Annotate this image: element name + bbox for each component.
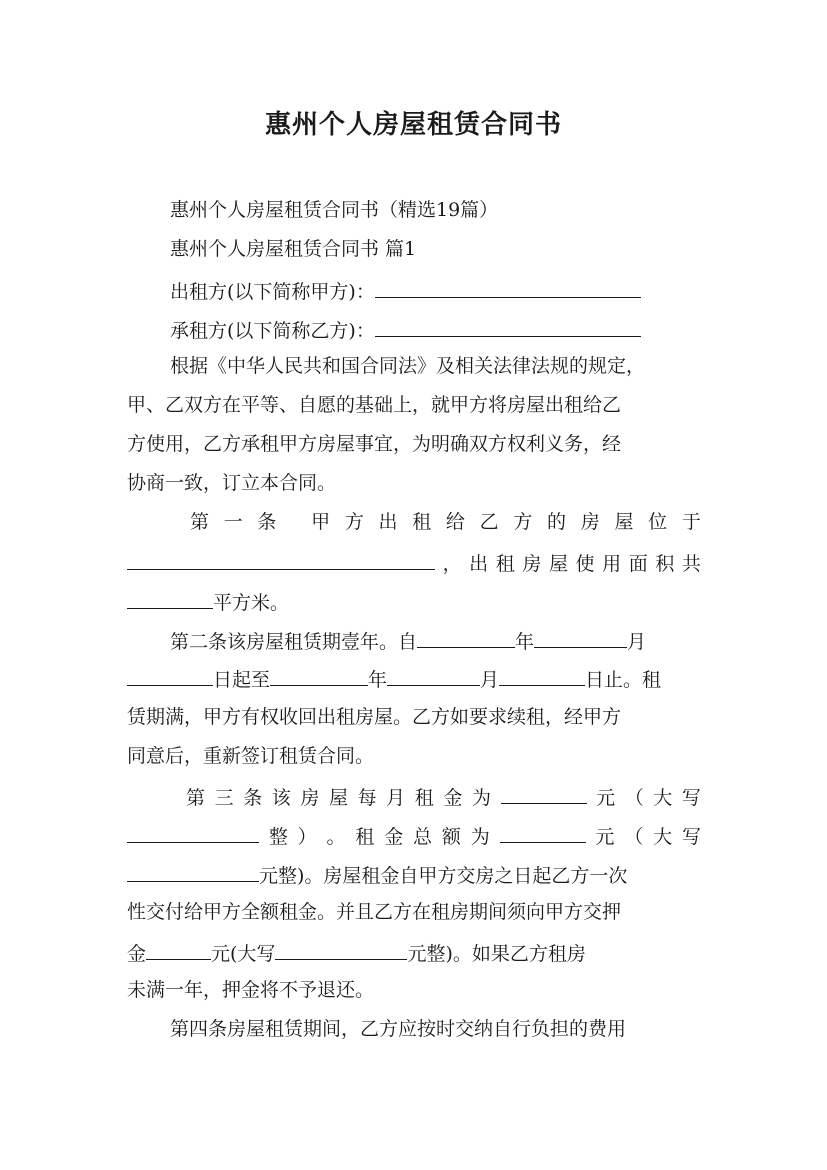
start-month-blank <box>534 627 627 648</box>
char: 租 <box>495 553 515 575</box>
char: 面 <box>628 553 648 575</box>
char: 为 <box>470 826 490 848</box>
lessee-line <box>170 316 701 343</box>
text: 第二条该房屋租赁期壹年。自 <box>170 631 418 653</box>
char: 月 <box>386 787 406 809</box>
paragraph-line: 第四条房屋租赁期间，乙方应按时交纳自行负担的费用 <box>170 1018 627 1040</box>
document-title: 惠州个人房屋租赁合同书 <box>264 110 562 140</box>
char: 共 <box>681 553 701 575</box>
char: 出 <box>469 553 489 575</box>
area-blank <box>127 588 213 609</box>
lessor-label: 出租方(以下简称甲方)： <box>170 281 375 303</box>
deposit-blank <box>146 939 211 960</box>
char: 金 <box>443 787 463 809</box>
section-heading: 惠州个人房屋租赁合同书 篇1 <box>170 238 417 260</box>
start-year-blank <box>417 627 515 648</box>
char: ， <box>442 553 462 575</box>
text: 元(大写 <box>211 943 276 965</box>
paragraph-line: 根据《中华人民共和国合同法》及相关法律法规的规定， <box>170 355 646 377</box>
text: 年 <box>515 631 535 653</box>
text: 月 <box>627 631 647 653</box>
deposit-words-blank <box>275 939 407 960</box>
char: 条 <box>243 787 263 809</box>
char: （ <box>624 826 644 848</box>
char: 大 <box>653 787 673 809</box>
char: 使 <box>575 553 595 575</box>
char: 总 <box>413 826 433 848</box>
char: 写 <box>681 787 701 809</box>
char: 房 <box>522 553 542 575</box>
char: 第 <box>190 511 210 533</box>
area-unit: 平方米。 <box>213 592 290 614</box>
char: 一 <box>223 511 243 533</box>
lessee-blank <box>375 316 641 337</box>
char: 。 <box>326 826 346 848</box>
char: 条 <box>257 511 277 533</box>
char: 金 <box>384 826 404 848</box>
article-1-line-2 <box>127 549 701 576</box>
article-2-line-2 <box>127 665 701 692</box>
char: 积 <box>655 553 675 575</box>
text: 元整)。如果乙方租房 <box>407 943 586 965</box>
char: 元 <box>596 787 616 809</box>
end-month-blank <box>387 665 480 686</box>
char: ） <box>297 826 317 848</box>
lessor-line <box>170 277 701 304</box>
start-day-blank <box>127 665 213 686</box>
char: 乙 <box>479 511 499 533</box>
char: 出 <box>378 511 398 533</box>
paragraph-line: 方使用，乙方承租甲方房屋事宜，为明确双方权利义务，经 <box>127 433 622 455</box>
paragraph-line: 赁期满，甲方有权收回出租房屋。乙方如要求续租，经甲方 <box>127 706 622 728</box>
char: 屋 <box>614 511 634 533</box>
total-rent-words-blank <box>127 861 259 882</box>
article-1-line-1 <box>190 510 701 534</box>
monthly-rent-blank <box>501 783 587 804</box>
char: 租 <box>412 511 432 533</box>
char: 位 <box>648 511 668 533</box>
article-3-line-3 <box>127 861 701 888</box>
article-2-line-1 <box>170 627 701 654</box>
monthly-rent-words-blank <box>127 822 259 843</box>
address-blank <box>127 549 435 570</box>
char: 租 <box>414 787 434 809</box>
char: 额 <box>441 826 461 848</box>
char: 该 <box>271 787 291 809</box>
char: 甲 <box>311 511 331 533</box>
paragraph-line: 性交付给甲方全额租金。并且乙方在租房期间须向甲方交押 <box>127 901 622 923</box>
char: 于 <box>681 511 701 533</box>
char: 为 <box>471 787 491 809</box>
char: 每 <box>357 787 377 809</box>
text: 日止。租 <box>585 669 662 691</box>
paragraph-line: 协商一致，订立本合同。 <box>127 472 337 494</box>
char: 的 <box>547 511 567 533</box>
paragraph-line: 未满一年，押金将不予退还。 <box>127 979 375 1001</box>
text: 月 <box>480 669 500 691</box>
subtitle-line: 惠州个人房屋租赁合同书（精选19篇） <box>170 199 499 221</box>
char: 屋 <box>548 553 568 575</box>
char: 大 <box>653 826 673 848</box>
article-3-line-2 <box>127 822 701 849</box>
lessee-label: 承租方(以下简称乙方)： <box>170 320 375 342</box>
char: 方 <box>513 511 533 533</box>
char: 第 <box>186 787 206 809</box>
char: 写 <box>681 826 701 848</box>
text: 日起至 <box>213 669 271 691</box>
char: 房 <box>300 787 320 809</box>
paragraph-line: 同意后，重新签订租赁合同。 <box>127 745 375 767</box>
char: 租 <box>355 826 375 848</box>
char: 元 <box>595 826 615 848</box>
article-3-line-5 <box>127 939 701 966</box>
article-1-line-3 <box>127 588 701 615</box>
char: 屋 <box>328 787 348 809</box>
char: 三 <box>214 787 234 809</box>
paragraph-line: 甲、乙双方在平等、自愿的基础上，就甲方将房屋出租给乙 <box>127 394 622 416</box>
char: 整 <box>268 826 288 848</box>
lessor-blank <box>375 277 641 298</box>
article-3-line-1 <box>186 783 701 810</box>
char: 方 <box>344 511 364 533</box>
total-rent-blank <box>500 822 586 843</box>
text: 金 <box>127 943 147 965</box>
char: 房 <box>580 511 600 533</box>
char: 用 <box>602 553 622 575</box>
end-year-blank <box>270 665 368 686</box>
char: （ <box>624 787 644 809</box>
char: 给 <box>445 511 465 533</box>
end-day-blank <box>499 665 585 686</box>
text: 元整)。房屋租金自甲方交房之日起乙方一次 <box>259 865 628 887</box>
text: 年 <box>368 669 388 691</box>
